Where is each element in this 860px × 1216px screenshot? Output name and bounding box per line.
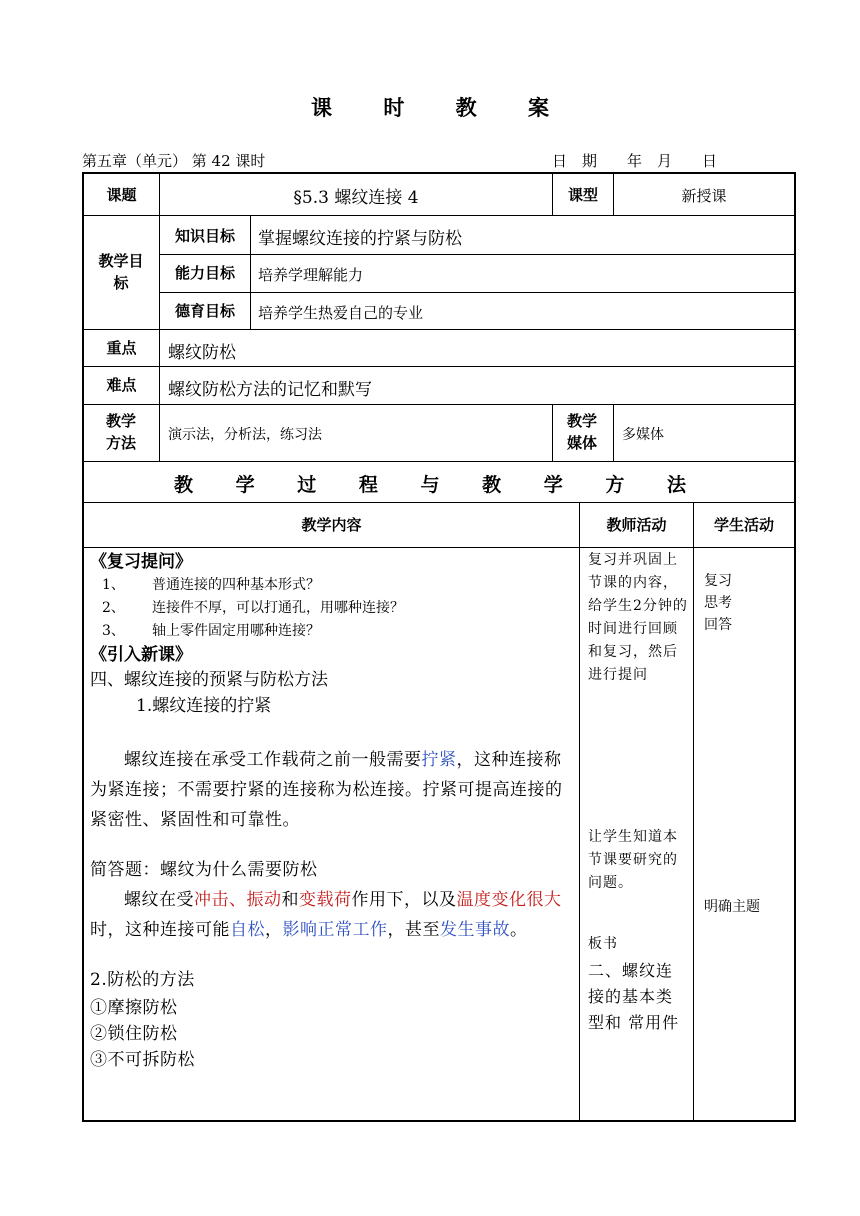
- student-activity-answer: 回答: [704, 617, 732, 633]
- method-label: 教学方法: [105, 412, 136, 452]
- col-content-header: 教学内容: [301, 516, 362, 534]
- goal-ability-label: 能力目标: [174, 264, 235, 282]
- method-item-1: ①摩擦防松: [90, 998, 178, 1018]
- goal-knowledge-value: 掌握螺纹连接的拧紧与防松: [258, 229, 462, 249]
- goal-knowledge-label: 知识目标: [174, 227, 235, 245]
- review-heading: 《复习提问》: [90, 552, 192, 572]
- topic-label: 课题: [106, 186, 137, 204]
- review-question-2: 2、 连接件不厚，可以打通孔，用哪种连接？: [102, 600, 404, 616]
- teacher-activity-goal: 让学生知道本节课要研究的问题。: [588, 829, 678, 891]
- goals-label: 教学目标: [98, 252, 144, 292]
- student-activity-review: 复习: [704, 573, 732, 589]
- process-section-title: 教 学 过 程 与 教 学 方 法: [174, 474, 704, 496]
- review-question-3: 3、 轴上零件固定用哪种连接？: [102, 623, 320, 639]
- board-text: 二、螺纹连接的基本类型和 常用件: [588, 961, 680, 1032]
- lesson-content: [90, 550, 576, 1073]
- focus-value: 螺纹防松: [168, 343, 236, 363]
- media-label: 教学媒体: [566, 412, 597, 452]
- method-value: 演示法，分析法，练习法: [168, 427, 322, 443]
- paragraph-tighten: 螺纹连接在承受工作载荷之前一般需要拧紧，这种连接称为紧连接；不需要拧紧的连接称为松连接。拧紧可提高连接的紧密性、紧固性和可靠性。: [90, 750, 563, 830]
- paragraph-loosening: 螺纹在受冲击、振动和变载荷作用下，以及温度变化很大时，这种连接可能自松，影响正常工作，甚至发生事故。: [90, 890, 562, 940]
- chapter-info: 第五章（单元） 第 42 课时: [82, 152, 266, 170]
- col-teacher-header: 教师活动: [606, 516, 667, 534]
- date-field: 日 期 年 月 日: [552, 152, 718, 170]
- section-four-heading: 四、螺纹连接的预紧与防松方法: [90, 670, 328, 690]
- type-label: 课型: [567, 186, 598, 204]
- topic-value: §5.3 螺纹连接 4: [293, 188, 419, 208]
- goal-ability-value: 培养学理解能力: [258, 266, 364, 284]
- student-activity-topic: 明确主题: [704, 899, 760, 915]
- question-line: 简答题：螺纹为什么需要防松: [90, 860, 318, 880]
- method-item-2: ②锁住防松: [90, 1024, 178, 1044]
- difficulty-value: 螺纹防松方法的记忆和默写: [168, 380, 372, 400]
- sub-heading-tighten: 1.螺纹连接的拧紧: [136, 696, 272, 716]
- method-item-3: ③不可拆防松: [90, 1050, 195, 1070]
- page-title: 课 时 教 案: [311, 95, 571, 120]
- goal-moral-label: 德育目标: [174, 302, 235, 320]
- col-student-header: 学生活动: [713, 516, 774, 534]
- media-value: 多媒体: [622, 427, 664, 443]
- sub-heading-methods: 2.防松的方法: [90, 970, 195, 990]
- student-activity-think: 思考: [704, 595, 732, 611]
- intro-heading: 《引入新课》: [90, 645, 192, 665]
- teacher-activity-review: 复习并巩固上节课的内容，给学生2分钟的时间进行回顾和复习，然后进行提问: [588, 552, 688, 683]
- review-question-1: 1、 普通连接的四种基本形式？: [102, 577, 320, 593]
- focus-label: 重点: [106, 339, 137, 357]
- board-label: 板书: [588, 936, 618, 952]
- type-value: 新授课: [681, 187, 727, 205]
- difficulty-label: 难点: [106, 376, 137, 394]
- goal-moral-value: 培养学生热爱自己的专业: [258, 304, 424, 322]
